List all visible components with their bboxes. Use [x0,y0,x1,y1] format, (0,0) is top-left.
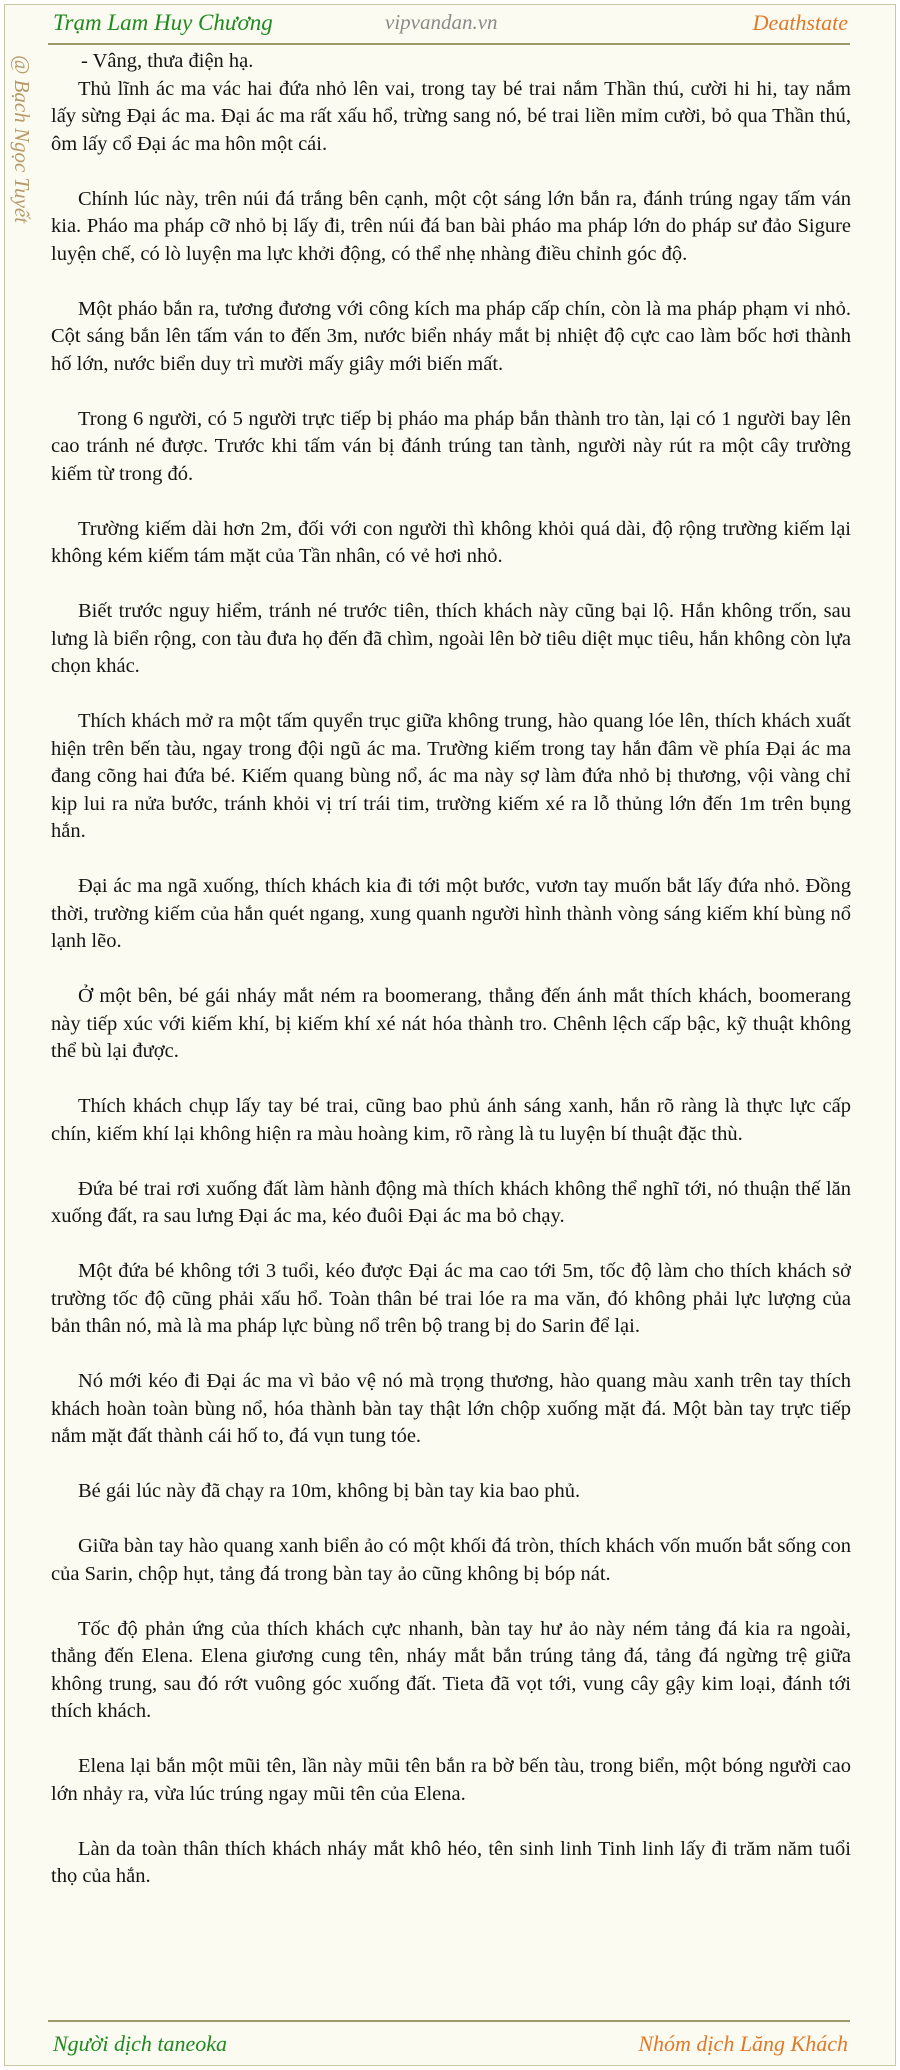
paragraph: Làn da toàn thân thích khách nháy mắt khô héo, tên sinh linh Tinh linh lấy đi trăm năm tuổi thọ của hắn. [51,1837,851,1887]
paragraph: Thích khách chụp lấy tay bé trai, cũng bao phủ ánh sáng xanh, hắn rõ ràng là thực lực cấp chín, kiếm khí lại không hiện ra màu hoàng kim, rõ ràng là tu luyện bí thuật đặc thù. [51,1095,851,1145]
paragraph: Bé gái lúc này đã chạy ra 10m, không bị bàn tay kia bao phủ. [78,1480,581,1502]
paragraph: Trường kiếm dài hơn 2m, đối với con người thì không khỏi quá dài, độ rộng trường kiếm lại không kém kiếm tám mặt của Tần nhân, có vẻ hơi nhỏ. [51,517,851,567]
footer-translator: Người dịch taneoka [53,2031,228,2056]
paragraph: Chính lúc này, trên núi đá trắng bên cạnh, một cột sáng lớn bắn ra, đánh trúng ngay tấm ván kia. Pháo ma pháp cỡ nhỏ bị lấy đi, trên núi đá ban bài pháo ma pháp lớn do pháp sư đảo Sigure luyện chế, có lò luyện ma lực khởi động, có thể nhẹ nhàng điều chỉnh góc độ. [51,187,851,265]
header-book-title: Deathstate [752,10,848,35]
header-divider [48,43,850,45]
paragraph: Một đứa bé không tới 3 tuổi, kéo được Đại ác ma cao tới 5m, tốc độ làm cho thích khách sở trường tốc độ cũng phải xấu hổ. Toàn thân bé trai lóe ra ma văn, đó không phải lực lượng của bản thân nó, mà là ma pháp lực bùng nổ trên bộ trang bị do Sarin để lại. [51,1260,851,1337]
paragraph: Elena lại bắn một mũi tên, lần này mũi tên bắn ra bờ bến tàu, trong biển, một bóng người cao lớn nhảy ra, vừa lúc trúng ngay mũi tên của Elena. [51,1755,851,1805]
footer-group: Nhóm dịch Lăng Khách [638,2031,848,2056]
paragraph: Tốc độ phản ứng của thích khách cực nhanh, bàn tay hư ảo này ném tảng đá kia ra ngoài, thẳng đến Elena. Elena giương cung tên, nháy mắt bắn trúng tảng đá, tảng đá ngừng trệ giữa không trung, sau đó rớt vuông góc xuống đất. Tieta đã vọt tới, vung cây gậy kim loại, đánh tới thích khách. [51,1617,851,1722]
paragraph: Thủ lĩnh ác ma vác hai đứa nhỏ lên vai, trong tay bé trai nắm Thần thú, cười hi hi, tay nắm lấy sừng Đại ác ma. Đại ác ma rất xấu hổ, trừng sang nó, bé trai liền mỉm cười, bỏ qua Thần thú, ôm lấy cổ Đại ác ma hôn một cái. [51,77,851,155]
header-website: vipvandan.vn [385,10,498,34]
page-header [0,0,900,46]
paragraph: Thích khách mở ra một tấm quyển trục giữa không trung, hào quang lóe lên, thích khách xuất hiện trên bến tàu, ngay trong đội ngũ ác ma. Trường kiếm trong tay hắn đâm về phía Đại ác ma đang cõng hai đứa bé. Kiếm quang bùng nổ, ác ma này sợ làm đứa nhỏ bị thương, vội vàng chỉ kịp lui ra nửa bước, tránh khỏi vị trí trái tim, trường kiếm xé ra lỗ thủng lớn đến 1m trên bụng hắn. [51,710,851,842]
paragraph: Biết trước nguy hiểm, tránh né trước tiên, thích khách này cũng bại lộ. Hắn không trốn, sau lưng là biển rộng, con tàu đưa họ đến đã chìm, ngoài lên bờ tiêu diệt mục tiêu, hắn không còn lựa chọn khác. [51,600,851,677]
chapter-body [51,48,851,2008]
header-site-name: Trạm Lam Huy Chương [53,10,273,35]
paragraph: Đại ác ma ngã xuống, thích khách kia đi tới một bước, vươn tay muốn bắt lấy đứa nhỏ. Đồng thời, trường kiếm của hắn quét ngang, xung quanh người hình thành vòng sáng kiếm khí bùng nổ lạnh lẽo. [51,875,851,952]
paragraph: Một pháo bắn ra, tương đương với công kích ma pháp cấp chín, còn là ma pháp phạm vi nhỏ. Cột sáng bắn lên tấm ván to đến 3m, nước biển nháy mắt bị nhiệt độ cực cao làm bốc hơi thành hố lớn, nước biển duy trì mười mấy giây mới biến mất. [51,297,851,375]
side-watermark: @ Bạch Ngọc Tuyết [10,55,34,224]
paragraph: Ở một bên, bé gái nháy mắt ném ra boomerang, thẳng đến ánh mắt thích khách, boomerang này tiếp xúc với kiếm khí, bị kiếm khí xé nát hóa thành tro. Chênh lệch cấp bậc, kỹ thuật không thể bù lại được. [51,985,851,1062]
paragraph: Trong 6 người, có 5 người trực tiếp bị pháo ma pháp bắn thành tro tàn, lại có 1 người bay lên cao tránh né được. Trước khi tấm ván bị đánh trúng tan tành, người này rút ra một cây trường kiếm từ trong đó. [51,407,851,485]
paragraph: Nó mới kéo đi Đại ác ma vì bảo vệ nó mà trọng thương, hào quang màu xanh trên tay thích khách hoàn toàn bùng nổ, hóa thành bàn tay thật lớn chộp xuống mặt đá. Một bàn tay trực tiếp nắm mặt đất thành cái hố to, đá vụn tung tóe. [51,1370,851,1447]
paragraph: Giữa bàn tay hào quang xanh biển ảo có một khối đá tròn, thích khách vốn muốn bắt sống con của Sarin, chộp hụt, tảng đá trong bàn tay ảo cũng không bị bóp nát. [51,1535,851,1585]
paragraph: Đứa bé trai rơi xuống đất làm hành động mà thích khách không thể nghĩ tới, nó thuận thế lăn xuống đất, ra sau lưng Đại ác ma, kéo đuôi Đại ác ma bỏ chạy. [51,1177,851,1227]
paragraph: - Vâng, thưa điện hạ. [81,50,254,72]
footer-divider [48,2020,850,2022]
